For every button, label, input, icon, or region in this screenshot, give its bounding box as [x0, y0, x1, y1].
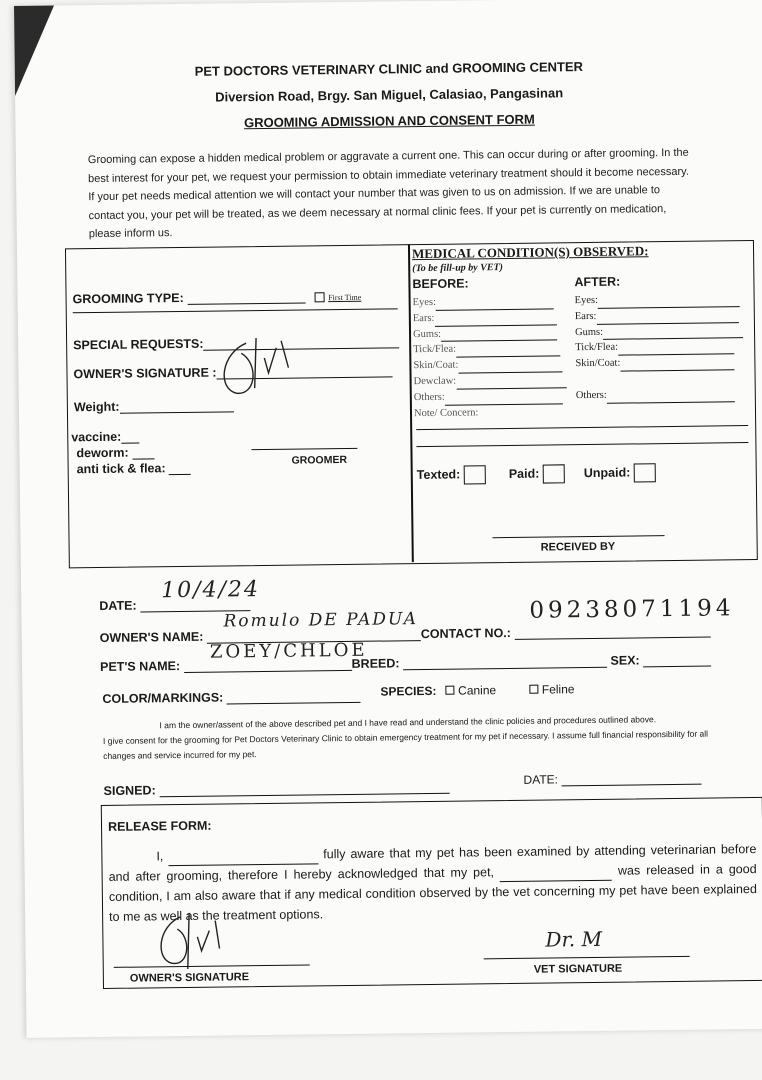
breed-field[interactable]: [403, 653, 607, 670]
deworm-field[interactable]: [132, 446, 154, 459]
after-list: [575, 291, 744, 404]
species-label: SPECIES:: [380, 683, 437, 699]
page-corner-shadow: [14, 6, 55, 96]
tick-flea-field[interactable]: [169, 462, 191, 475]
tick-flea-row: [77, 461, 192, 476]
vet-signature-label: VET SIGNATURE: [533, 962, 623, 976]
date2-row: [523, 770, 701, 787]
after-item: Skin/Coat:: [575, 354, 743, 372]
release-text-2: was released in a good condition, I am also aware that if any medical condition observed by the vet concerning my pet have been explained to me as well as the treatment options.: [108, 861, 757, 924]
release-title: RELEASE FORM:: [107, 818, 212, 834]
release-name-field[interactable]: [168, 851, 318, 866]
after-item: Eyes:: [575, 291, 743, 309]
after-item: Ears:: [575, 307, 743, 325]
payment-row: [417, 463, 656, 485]
before-item: Skin/Coat:: [413, 356, 566, 374]
first-time-label: First Time: [328, 292, 362, 303]
intro-paragraph: Grooming can expose a hidden medical problem or aggravate a current one. This can occur during or after grooming. In the best interest for your pet, we request your permission to obtain immediate veterinary treatment should it become necessary. If your pet needs medical attention we will contact your number that was given to us on admission. If we are unable to contact you, your pet will be treated, as we deem necessary at normal clinic fees. If your pet is currently on medication, please inform us.: [87, 146, 689, 241]
medical-title: MEDICAL CONDITION(S) OBSERVED:: [411, 243, 649, 262]
after-others-field[interactable]: [607, 391, 735, 404]
unpaid-checkbox[interactable]: [633, 463, 655, 482]
paid-checkbox[interactable]: [542, 464, 564, 483]
pet-name-label: PET'S NAME:: [99, 659, 181, 674]
date2-label: DATE:: [523, 772, 559, 787]
vaccine-field[interactable]: [121, 431, 139, 444]
texted-label: Texted:: [416, 467, 461, 482]
before-item: Ears:: [413, 309, 566, 327]
feline-label: Feline: [541, 682, 575, 697]
clinic-address: Diversion Road, Brgy. San Miguel, Calasiao, Pangasinan: [215, 85, 564, 105]
consent-line-1: I am the owner/assent of the above described pet and I have read and understand the clinic policies and procedures outlined above.: [159, 714, 657, 731]
release-owner-signature-label: OWNER'S SIGNATURE: [129, 971, 250, 985]
contact-label: CONTACT NO.:: [420, 625, 511, 642]
date-value: 10/4/24: [161, 577, 261, 604]
before-others-field[interactable]: [445, 393, 563, 405]
pet-name-value: ZOEY/CHLOE: [209, 639, 368, 663]
owner-signature-label: OWNER'S SIGNATURE :: [73, 365, 217, 382]
color-label: COLOR/MARKINGS:: [102, 690, 224, 706]
unpaid-label: Unpaid:: [583, 465, 631, 480]
first-time-checkbox[interactable]: [315, 292, 325, 302]
pet-name-row: [100, 652, 711, 674]
after-label: AFTER:: [574, 274, 621, 290]
note-label: Note/ Concern:: [413, 406, 479, 419]
release-owner-signature-scribble: [145, 908, 236, 979]
weight-field[interactable]: [119, 399, 233, 413]
before-item: Dewclaw:: [414, 372, 567, 390]
received-by-label: RECEIVED BY: [540, 540, 616, 554]
special-requests-label: SPECIAL REQUESTS:: [73, 336, 204, 353]
groomer-label: GROOMER: [291, 453, 348, 467]
release-i: I,: [156, 849, 164, 864]
vaccine-row: [71, 430, 139, 445]
paid-label: Paid:: [508, 466, 540, 481]
form-title: GROOMING ADMISSION AND CONSENT FORM: [243, 111, 535, 131]
color-row: [102, 688, 360, 706]
release-pet-field[interactable]: [500, 868, 612, 882]
feline-checkbox[interactable]: [529, 685, 538, 694]
species-row: [380, 682, 574, 698]
before-list: [413, 293, 567, 421]
before-item: Tick/Flea:: [413, 341, 566, 359]
after-item: Others:: [576, 386, 744, 404]
vaccine-label: vaccine:: [71, 429, 122, 445]
deworm-label: deworm:: [76, 445, 129, 461]
contact-value: 09238071194: [529, 595, 735, 624]
texted-checkbox[interactable]: [463, 465, 485, 484]
date-label: DATE:: [99, 598, 137, 614]
after-item: Gums:: [575, 323, 743, 341]
clinic-name: PET DOCTORS VETERINARY CLINIC and GROOMING CENTER: [194, 59, 584, 79]
owner-signature-scribble: [206, 332, 307, 403]
deworm-row: [76, 445, 154, 460]
form-page: [14, 0, 762, 1038]
owner-name-value: Romulo DE PADUA: [223, 609, 419, 632]
signed-label: SIGNED:: [103, 783, 156, 798]
medical-subtitle: (To be fill-up by VET): [412, 262, 504, 275]
date2-field[interactable]: [561, 770, 701, 787]
breed-label: BREED:: [351, 656, 400, 671]
tick-flea-label: anti tick & flea:: [76, 461, 166, 477]
before-item: Gums:: [413, 325, 566, 343]
vet-signature-value: Dr. M: [545, 926, 603, 952]
consent-line-2: I give consent for the grooming for Pet Doctors Veterinary Clinic to obtain emergency treatment for my pet if necessary. I assume full financial responsibility for all changes and service incurred for my pet.: [102, 728, 709, 761]
weight-label: Weight:: [73, 399, 120, 415]
sex-label: SEX:: [610, 653, 640, 668]
color-field[interactable]: [227, 688, 361, 705]
before-item: Eyes:: [413, 293, 566, 311]
signed-field[interactable]: [159, 779, 449, 798]
contact-field[interactable]: [514, 623, 710, 640]
canine-checkbox[interactable]: [446, 686, 455, 695]
canine-label: Canine: [458, 683, 497, 698]
grooming-type-field[interactable]: [187, 290, 305, 304]
weight-row: [74, 398, 234, 414]
after-skin-field[interactable]: [620, 359, 734, 371]
owner-name-label: OWNER'S NAME:: [99, 629, 204, 645]
after-item: Tick/Flea:: [575, 339, 743, 357]
before-label: BEFORE:: [412, 276, 469, 292]
before-item: Others:: [414, 388, 567, 406]
signed-row: [103, 779, 449, 798]
grooming-type-label: GROOMING TYPE:: [72, 290, 184, 307]
release-text-1: fully aware that my pet has been examined by attending veterinarian before and after grooming, therefore I hereby acknowledged that my pet,: [108, 841, 757, 884]
sex-field[interactable]: [643, 652, 711, 668]
